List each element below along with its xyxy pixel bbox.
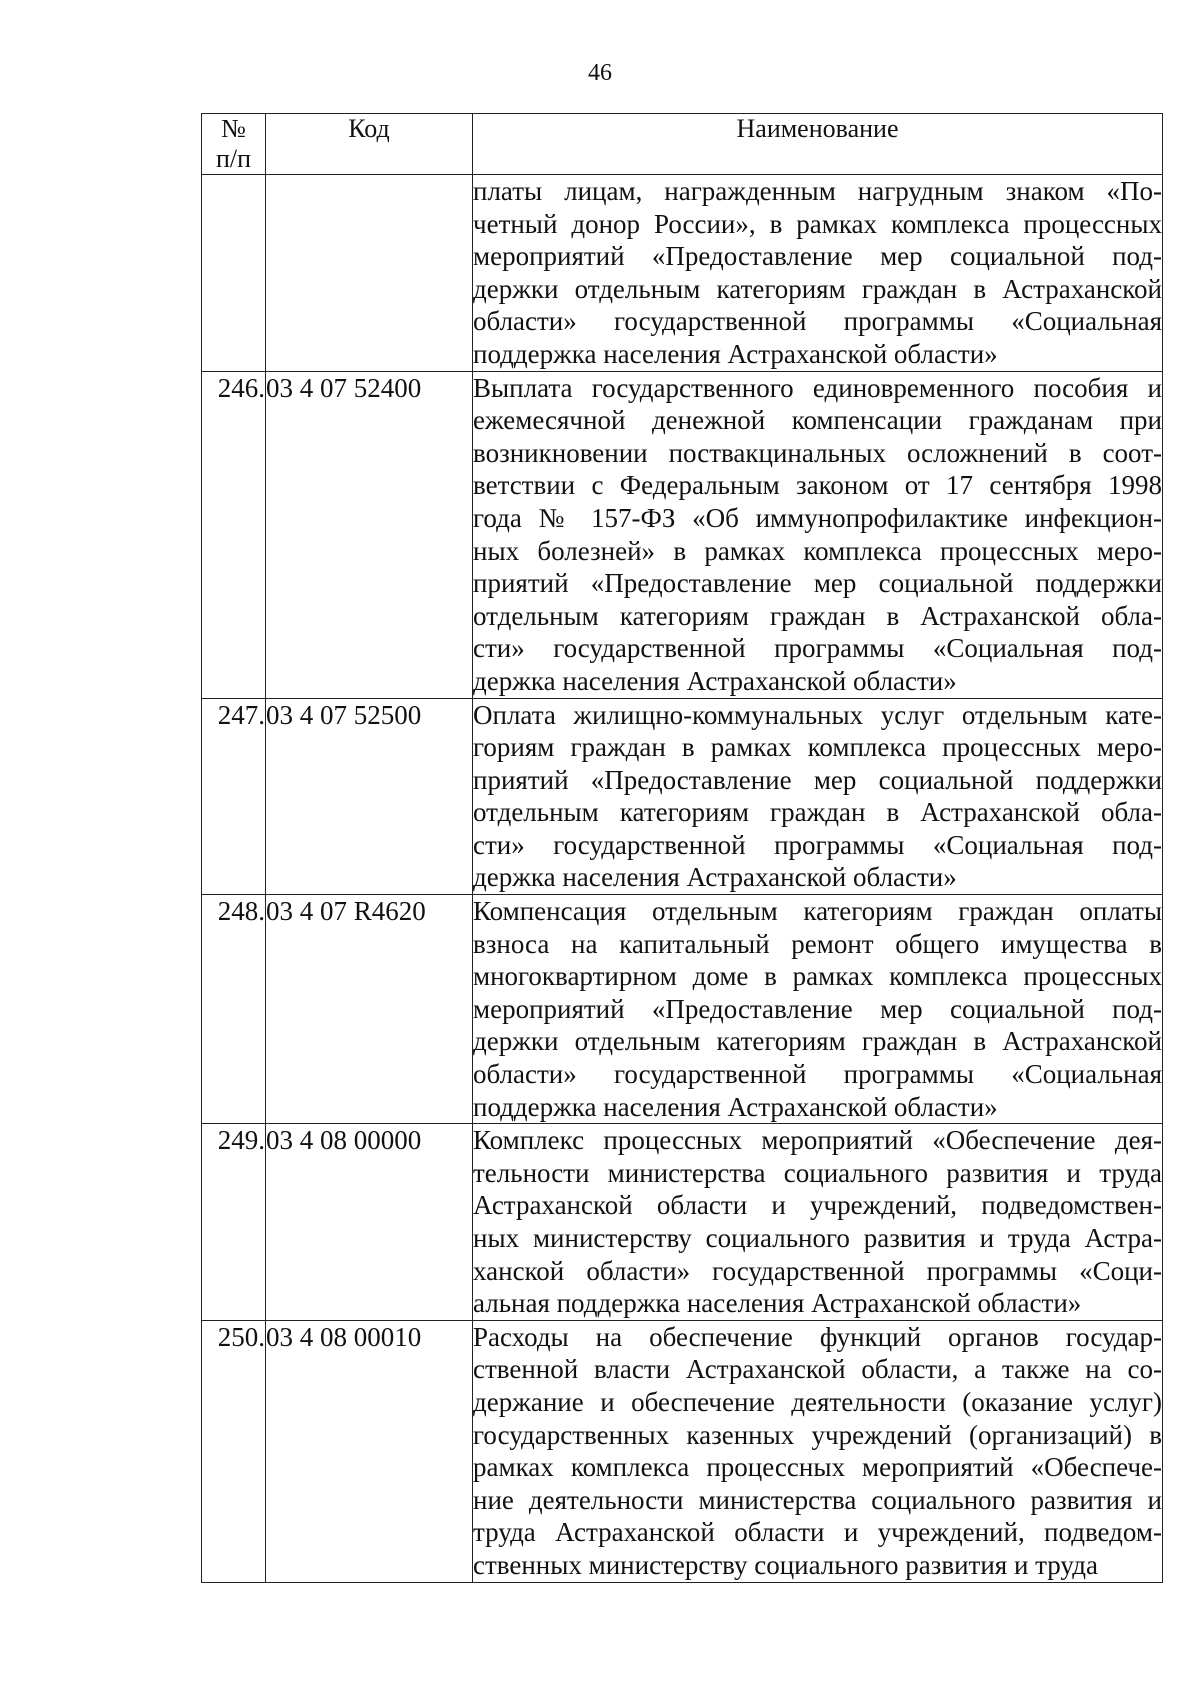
row-number: 246.: [202, 371, 266, 698]
row-number: 250.: [202, 1320, 266, 1582]
row-name-line: труда Астраханской области и учреждений, подведом-: [473, 1517, 1162, 1548]
table-row: [202, 698, 1163, 895]
table-row: [202, 1320, 1163, 1582]
row-name-line: года № 157-ФЗ «Об иммунопрофилактике инфекцион-: [473, 502, 1162, 533]
header-number-label: п/п: [215, 144, 252, 173]
row-name-line: области» государственной программы «Социальная: [473, 306, 1162, 337]
row-name-line: гориям граждан в рамках комплекса процессных меро-: [473, 732, 1162, 763]
row-name-line: платы лицам, награжденным нагрудным знаком «По-: [473, 176, 1162, 206]
row-name-line: многоквартирном доме в рамках комплекса процессных: [473, 961, 1162, 992]
row-name: [473, 1124, 1163, 1321]
row-name-line: сти» государственной программы «Социальная под-: [473, 633, 1162, 664]
row-name: [473, 175, 1163, 372]
table-row: [202, 1124, 1163, 1321]
table-row: [202, 895, 1163, 1124]
header-code: Код: [266, 114, 473, 175]
row-name-line: альная поддержка населения Астраханской области»: [473, 1288, 1082, 1319]
row-name-line: мероприятий «Предоставление мер социальной под-: [473, 241, 1162, 272]
row-name-line: Астраханской области и учреждений, подведомствен-: [473, 1190, 1162, 1221]
row-code: 03 4 08 00000: [266, 1124, 473, 1321]
row-name-line: ных министерству социального развития и труда Астра-: [473, 1223, 1162, 1253]
row-name-line: ханской области» государственной программы «Соци-: [473, 1255, 1162, 1286]
table-body: [202, 175, 1163, 1583]
row-name-line: ветствии с Федеральным законом от 17 сентября 1998: [473, 470, 1162, 501]
row-code: 03 4 08 00010: [266, 1320, 473, 1582]
row-name-line: четный донор России», в рамках комплекса процессных: [473, 208, 1162, 239]
row-name-line: держка населения Астраханской области»: [473, 862, 957, 893]
row-name: [473, 895, 1163, 1124]
row-name-line: ственной власти Астраханской области, а также на со-: [473, 1354, 1162, 1385]
row-name-line: ственных министерству социального развития и труда: [473, 1549, 1098, 1580]
row-code: [266, 175, 473, 372]
row-name-line: приятий «Предоставление мер социальной поддержки: [473, 764, 1162, 795]
row-code: 03 4 07 52400: [266, 371, 473, 698]
row-name-line: Комплекс процессных мероприятий «Обеспечение дея-: [473, 1125, 1162, 1156]
row-name-line: держки отдельным категориям граждан в Астраханской: [473, 1026, 1162, 1057]
row-name-line: Компенсация отдельным категориям граждан оплаты: [473, 896, 1162, 927]
page-number: 46: [588, 60, 612, 86]
row-name-line: государственных казенных учреждений (организаций) в: [473, 1419, 1162, 1450]
row-name-line: отдельным категориям граждан в Астраханской обла-: [473, 600, 1162, 631]
row-number: [202, 175, 266, 372]
row-name: [473, 698, 1163, 895]
row-name-line: ние деятельности министерства социального развития и: [473, 1484, 1162, 1515]
table-row: [202, 371, 1163, 698]
row-name-line: Расходы на обеспечение функций органов государ-: [473, 1321, 1162, 1352]
row-number: 247.: [202, 698, 266, 895]
row-number: 248.: [202, 895, 266, 1124]
row-name-line: держание и обеспечение деятельности (оказание услуг): [473, 1386, 1162, 1417]
row-name-line: отдельным категориям граждан в Астраханской обла-: [473, 797, 1162, 828]
header-number-sign: №: [221, 114, 246, 143]
row-name-line: взноса на капитальный ремонт общего имущества в: [473, 928, 1162, 959]
row-name-line: возникновении поствакцинальных осложнений в соот-: [473, 437, 1162, 468]
row-name: [473, 371, 1163, 698]
row-name-line: держки отдельным категориям граждан в Астраханской: [473, 273, 1162, 304]
row-name-line: приятий «Предоставление мер социальной поддержки: [473, 568, 1162, 599]
row-code: 03 4 07 R4620: [266, 895, 473, 1124]
table-header-row: [202, 114, 1163, 175]
row-name-line: сти» государственной программы «Социальная под-: [473, 829, 1162, 860]
row-name-line: поддержка населения Астраханской области»: [473, 338, 998, 369]
row-name: [473, 1320, 1163, 1582]
row-name-line: поддержка населения Астраханской области»: [473, 1091, 998, 1122]
row-name-line: Оплата жилищно-коммунальных услуг отдельным кате-: [473, 699, 1162, 730]
header-number: [202, 114, 266, 175]
row-name-line: тельности министерства социального развития и труда: [473, 1157, 1162, 1188]
table-row: [202, 175, 1163, 372]
row-name-line: рамках комплекса процессных мероприятий «Обеспече-: [473, 1452, 1162, 1483]
row-code: 03 4 07 52500: [266, 698, 473, 895]
row-name-line: держка населения Астраханской области»: [473, 665, 957, 696]
row-name-line: ных болезней» в рамках комплекса процессных меро-: [473, 535, 1162, 566]
row-name-line: мероприятий «Предоставление мер социальной под-: [473, 993, 1162, 1024]
row-name-line: ежемесячной денежной компенсации гражданам при: [473, 405, 1162, 436]
budget-classification-table: [201, 113, 1163, 1583]
header-name: Наименование: [473, 114, 1163, 175]
row-number: 249.: [202, 1124, 266, 1321]
row-name-line: Выплата государственного единовременного пособия и: [473, 372, 1162, 403]
row-name-line: области» государственной программы «Социальная: [473, 1059, 1162, 1090]
